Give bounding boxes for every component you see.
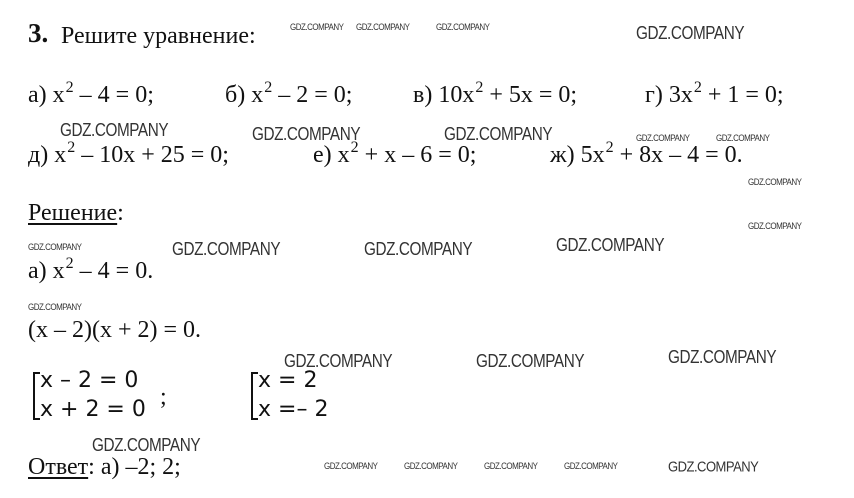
system-bracket xyxy=(251,372,258,420)
watermark: GDZ.COMPANY xyxy=(668,347,777,367)
watermark: GDZ.COMPANY xyxy=(356,22,410,33)
system-line: x + 2 = 0 xyxy=(40,397,146,422)
equation-label: б) xyxy=(225,82,246,108)
watermark: GDZ.COMPANY xyxy=(28,302,82,313)
equation-v: в) $10x^2 + 5x = 0$; xyxy=(413,79,578,108)
equation-label: в) xyxy=(413,82,433,108)
watermark: GDZ.COMPANY xyxy=(404,461,458,472)
watermark: GDZ.COMPANY xyxy=(484,461,538,472)
answer: Ответ: а) –2; 2; xyxy=(28,454,181,480)
system-line: x =– 2 xyxy=(258,397,329,422)
problem-number: 3. xyxy=(28,18,49,48)
equation-d: д) $x^2 - 10x + 25 = 0$; xyxy=(28,139,229,168)
watermark: GDZ.COMPANY xyxy=(716,133,770,144)
solution-heading: Решение: xyxy=(28,200,124,226)
watermark: GDZ.COMPANY xyxy=(324,461,378,472)
problem-title: Решите уравнение: xyxy=(61,23,256,49)
watermark: GDZ.COMPANY xyxy=(668,458,759,475)
watermark: GDZ.COMPANY xyxy=(28,242,82,253)
watermark: GDZ.COMPANY xyxy=(364,239,473,259)
equation-label: д) xyxy=(28,142,49,168)
equation-label: а) xyxy=(28,258,47,284)
separator: ; xyxy=(160,384,167,410)
watermark: GDZ.COMPANY xyxy=(436,22,490,33)
watermark: GDZ.COMPANY xyxy=(172,239,281,259)
equation-e: е) $x^2 + x - 6 = 0$; xyxy=(313,139,477,168)
factored-equation: (x – 2)(x + 2) = 0. xyxy=(28,317,202,343)
watermark: GDZ.COMPANY xyxy=(748,221,802,232)
system-line: x = 2 xyxy=(258,368,318,393)
equation-zh: ж) $5x^2 + 8x - 4 = 0$. xyxy=(550,139,743,168)
watermark: GDZ.COMPANY xyxy=(748,177,802,188)
equation-b: б) $x^2 - 2 = 0$; xyxy=(225,79,353,108)
watermark: GDZ.COMPANY xyxy=(476,351,585,371)
equation-label: а) xyxy=(28,82,47,108)
watermark: GDZ.COMPANY xyxy=(444,124,553,144)
equation-a: а) $x^2 - 4 = 0$; xyxy=(28,79,154,108)
watermark: GDZ.COMPANY xyxy=(636,23,745,43)
equation-label: ж) xyxy=(550,142,575,168)
equation-label: г) xyxy=(645,82,663,108)
solution-equation: а) $x^2 - 4 = 0$. xyxy=(28,255,154,284)
watermark: GDZ.COMPANY xyxy=(92,435,201,455)
watermark: GDZ.COMPANY xyxy=(636,133,690,144)
equation-label: е) xyxy=(313,142,332,168)
watermark: GDZ.COMPANY xyxy=(290,22,344,33)
watermark: GDZ.COMPANY xyxy=(284,351,393,371)
watermark: GDZ.COMPANY xyxy=(564,461,618,472)
watermark: GDZ.COMPANY xyxy=(252,124,361,144)
watermark: GDZ.COMPANY xyxy=(60,120,169,140)
watermark: GDZ.COMPANY xyxy=(556,235,665,255)
equation-g: г) $3x^2 + 1 = 0$; xyxy=(645,79,784,108)
system-line: x – 2 = 0 xyxy=(40,368,139,393)
system-bracket xyxy=(33,372,40,420)
